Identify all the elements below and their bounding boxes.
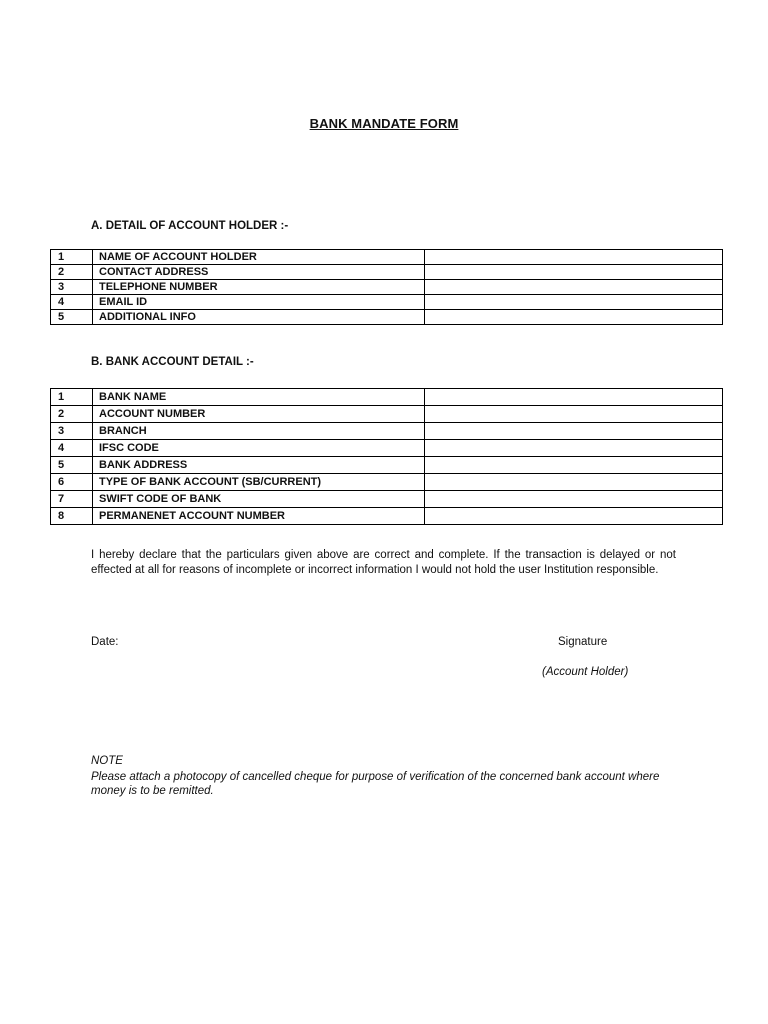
field-label: ACCOUNT NUMBER [93, 406, 425, 423]
form-title: BANK MANDATE FORM [309, 116, 459, 131]
field-value [425, 508, 723, 525]
row-number: 5 [51, 457, 93, 474]
date-label: Date: [91, 636, 119, 648]
field-value [425, 457, 723, 474]
row-number: 3 [51, 423, 93, 440]
row-number: 8 [51, 508, 93, 525]
field-label: IFSC CODE [93, 440, 425, 457]
field-label: BANK ADDRESS [93, 457, 425, 474]
table-row [51, 389, 723, 406]
table-row [51, 310, 723, 325]
field-value [425, 250, 723, 265]
field-label: NAME OF ACCOUNT HOLDER [93, 250, 425, 265]
field-value [425, 310, 723, 325]
signature-label: Signature [558, 636, 608, 648]
bank-account-table [50, 388, 723, 525]
row-number: 2 [51, 406, 93, 423]
field-label: BRANCH [93, 423, 425, 440]
declaration-text: I hereby declare that the particulars given above are correct and complete. If the transaction is delayed or not effected at all for reasons of incomplete or incorrect information I would not hold the user Institution responsible. [91, 549, 676, 576]
account-holder-table [50, 249, 723, 325]
field-value [425, 423, 723, 440]
table-row [51, 280, 723, 295]
row-number: 4 [51, 440, 93, 457]
field-label: ADDITIONAL INFO [93, 310, 425, 325]
table-row [51, 265, 723, 280]
field-value [425, 406, 723, 423]
section-a-heading: A. DETAIL OF ACCOUNT HOLDER :- [91, 220, 289, 232]
field-value [425, 440, 723, 457]
table-row [51, 440, 723, 457]
table-row [51, 423, 723, 440]
row-number: 4 [51, 295, 93, 310]
field-label: PERMANENET ACCOUNT NUMBER [93, 508, 425, 525]
field-label: EMAIL ID [93, 295, 425, 310]
table-row [51, 474, 723, 491]
row-number: 5 [51, 310, 93, 325]
field-value [425, 389, 723, 406]
row-number: 7 [51, 491, 93, 508]
field-value [425, 265, 723, 280]
table-row [51, 457, 723, 474]
row-number: 1 [51, 389, 93, 406]
field-value [425, 491, 723, 508]
table-row [51, 406, 723, 423]
field-value [425, 280, 723, 295]
table-row [51, 295, 723, 310]
row-number: 6 [51, 474, 93, 491]
row-number: 2 [51, 265, 93, 280]
field-value [425, 295, 723, 310]
table-row [51, 508, 723, 525]
section-b-heading: B. BANK ACCOUNT DETAIL :- [91, 356, 254, 368]
field-label: SWIFT CODE OF BANK [93, 491, 425, 508]
note-title: NOTE [91, 755, 123, 767]
field-label: BANK NAME [93, 389, 425, 406]
field-label: TYPE OF BANK ACCOUNT (SB/CURRENT) [93, 474, 425, 491]
table-row [51, 491, 723, 508]
note-text: Please attach a photocopy of cancelled cheque for purpose of verification of the concerned bank account where money is to be remitted. [91, 771, 660, 797]
table-row [51, 250, 723, 265]
row-number: 1 [51, 250, 93, 265]
field-label: TELEPHONE NUMBER [93, 280, 425, 295]
account-holder-label: (Account Holder) [542, 666, 629, 678]
field-label: CONTACT ADDRESS [93, 265, 425, 280]
row-number: 3 [51, 280, 93, 295]
field-value [425, 474, 723, 491]
